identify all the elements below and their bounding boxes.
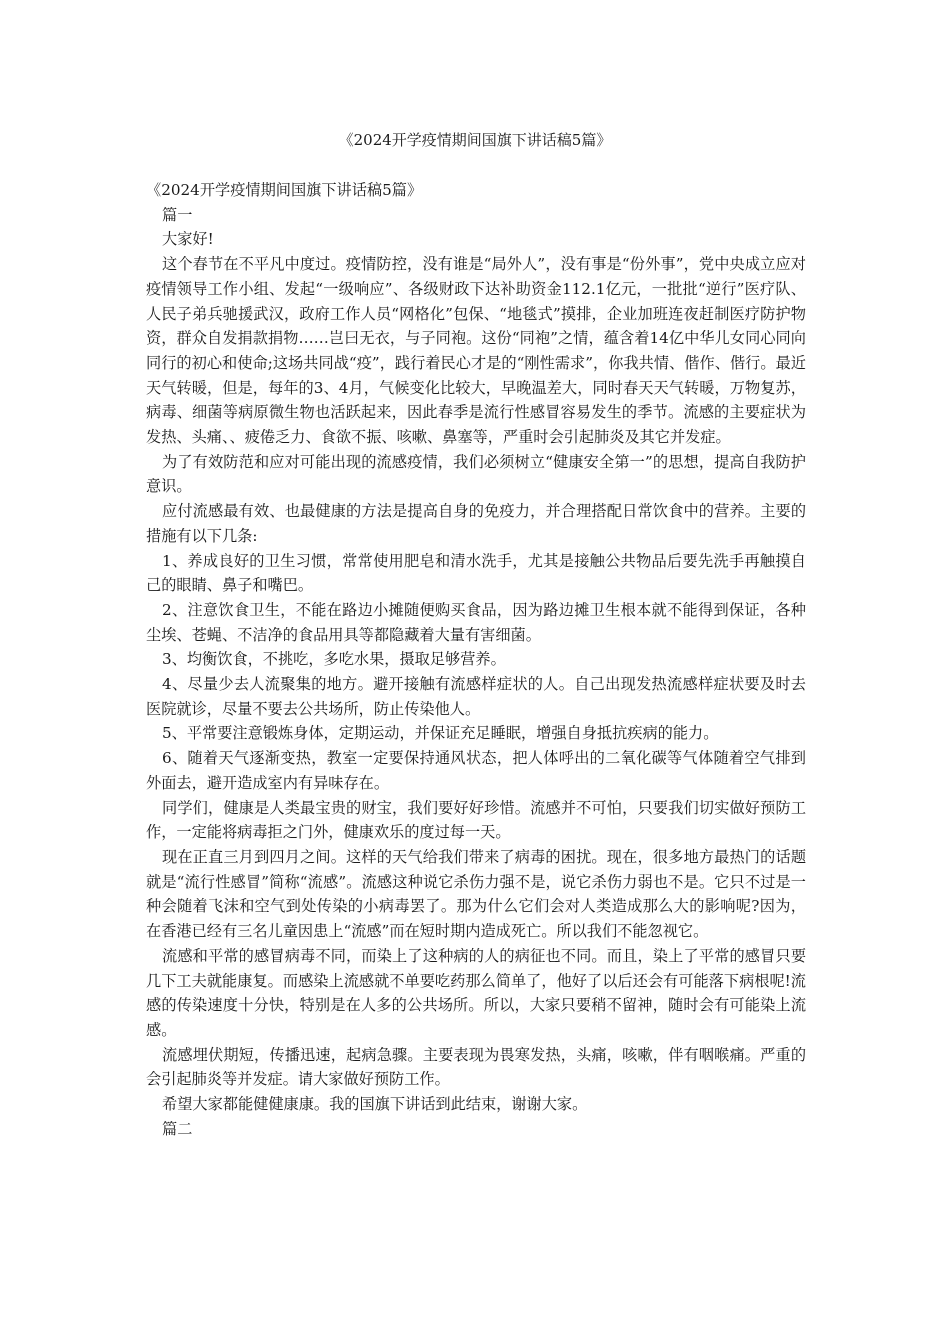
paragraph: 这个春节在不平凡中度过。疫情防控，没有谁是“局外人”，没有事是“份外事”，党中央成立应对疫情领导工作小组、发起“一级响应”、各级财政下达补助资金112.1亿元，一批批“逆行”医疗队、人民子弟兵驰援武汉，政府工作人员“网格化”包保、“地毯式”摸排，企业加班连夜赶制医疗防护物资，群众自发捐款捐物……岂曰无衣，与子同袍。这份“同袍”之情，蕴含着14亿中华儿女同心同向同行的初心和使命;这场共同战“疫”，践行着民心才是的“刚性需求”，你我共情、偕作、偕行。最近天气转暖，但是，每年的3、4月，气候变化比较大，早晚温差大，同时春天天气转暖，万物复苏，病毒、细菌等病原微生物也活跃起来，因此春季是流行性感冒容易发生的季节。流感的主要症状为发热、头痛、、疲倦乏力、食欲不振、咳嗽、鼻塞等，严重时会引起肺炎及其它并发症。 [146,255,806,447]
paragraph: 现在正直三月到四月之间。这样的天气给我们带来了病毒的困扰。现在，很多地方最热门的话题就是“流行性感冒”简称“流感”。流感这种说它杀伤力强不是，说它杀伤力弱也不是。它只不过是一种会随着飞沫和空气到处传染的小病毒罢了。那为什么它们会对人类造成那么大的影响呢?因为，在香港已经有三名儿童因患上“流感”而在短时期内造成死亡。所以我们不能忽视它。 [146,847,806,941]
greeting: 大家好! [162,230,214,249]
section-heading: 篇二 [162,1119,193,1138]
list-item: 4、尽量少去人流聚集的地方。避开接触有流感样症状的人。自己出现发热流感样症状要及时去医院就诊，尽量不要去公共场所，防止传染他人。 [146,675,806,718]
page-title: 《2024开学疫情期间国旗下讲话稿5篇》 [338,131,612,149]
list-item: 3、均衡饮食，不挑吃，多吃水果，摄取足够营养。 [162,650,506,669]
section-heading: 篇一 [162,205,193,224]
document-body [146,178,806,1141]
paragraph: 同学们，健康是人类最宝贵的财宝，我们要好好珍惜。流感并不可怕，只要我们切实做好预防工作，一定能将病毒拒之门外，健康欢乐的度过每一天。 [146,798,806,842]
paragraph: 为了有效防范和应对可能出现的流感疫情，我们必须树立“健康安全第一”的思想，提高自我防护意识。 [146,452,806,496]
document-subtitle: 《2024开学疫情期间国旗下讲话稿5篇》 [146,181,423,199]
paragraph: 流感和平常的感冒病毒不同，而染上了这种病的人的病征也不同。而且，染上了平常的感冒只要几下工夫就能康复。而感染上流感就不单要吃药那么简单了，他好了以后还会有可能落下病根呢!流感的传染速度十分快，特别是在人多的公共场所。所以，大家只要稍不留神，随时会有可能染上流感。 [146,946,806,1039]
list-item: 2、注意饮食卫生，不能在路边小摊随便购买食品，因为路边摊卫生根本就不能得到保证，各种尘埃、苍蝇、不洁净的食品用具等都隐藏着大量有害细菌。 [146,600,806,644]
list-item: 1、养成良好的卫生习惯，常常使用肥皂和清水洗手，尤其是接触公共物品后要先洗手再触摸自己的眼睛、鼻子和嘴巴。 [146,551,806,595]
paragraph: 流感埋伏期短，传播迅速，起病急骤。主要表现为畏寒发热，头痛，咳嗽，伴有咽喉痛。严重的会引起肺炎等并发症。请大家做好预防工作。 [146,1045,806,1089]
paragraph: 应付流感最有效、也最健康的方法是提高自身的免疫力，并合理搭配日常饮食中的营养。主要的措施有以下几条: [146,502,806,545]
list-item: 5、平常要注意锻炼身体，定期运动，并保证充足睡眠，增强自身抵抗疾病的能力。 [162,724,719,743]
list-item: 6、随着天气逐渐变热，教室一定要保持通风状态，把人体呼出的二氧化碳等气体随着空气排到外面去，避开造成室内有异味存在。 [146,749,806,792]
paragraph: 希望大家都能健健康康。我的国旗下讲话到此结束，谢谢大家。 [162,1095,588,1114]
